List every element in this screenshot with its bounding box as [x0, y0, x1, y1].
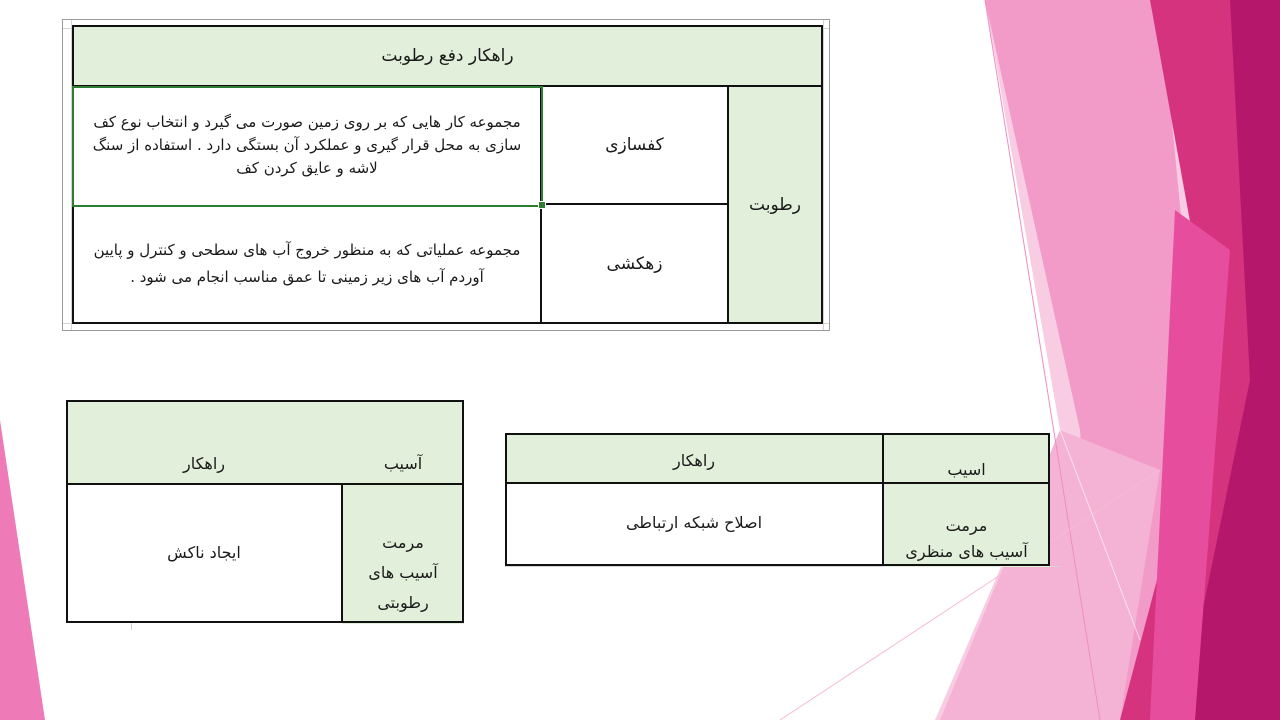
table1-title: راهکار دفع رطوبت	[381, 46, 514, 66]
table1-row2-label-cell	[541, 204, 728, 323]
table2-damage-line2: آسیب های رطوبتی	[368, 563, 438, 612]
table3-header-damage-cell	[883, 433, 1050, 483]
table2-solution: ایجاد ناکش	[167, 542, 241, 562]
table3-damage-line1: مرمت	[945, 516, 988, 535]
table2-solution-cell	[66, 484, 342, 624]
selection-fill-handle[interactable]	[538, 201, 546, 209]
table1-row1-label-cell	[541, 86, 728, 204]
table3-solution: اصلاح شبکه ارتباطی	[625, 513, 763, 532]
table1-row2-label: زهکشی	[606, 253, 663, 274]
table3-header-damage: اسیب	[947, 460, 986, 479]
moisture-damage-table	[66, 400, 464, 624]
table3-solution-cell	[505, 483, 883, 567]
table2-header-solution-cell	[66, 442, 342, 484]
table2-header-solution: راهکار	[182, 453, 226, 473]
table2-damage-cell	[342, 484, 464, 624]
table1-row1-label: کفسازی	[605, 135, 664, 155]
table2-damage-line1: مرمت	[382, 533, 424, 552]
moisture-solution-table	[62, 19, 830, 331]
left-pink-wedge	[0, 420, 45, 720]
table2-header-damage: آسیب	[383, 453, 423, 473]
landscape-damage-table	[505, 433, 1050, 567]
table1-category: رطوبت	[749, 194, 801, 215]
table2-header-damage-cell	[342, 442, 464, 484]
table1-row1-description: مجموعه کار هایی که بر روی زمین صورت می گیرد و انتخاب نوع کف سازی به محل قرار گیری و عملکرد آن بستگی دارد . استفاده از سنگ لاشه و عایق کردن کف	[92, 112, 522, 177]
table3-header-solution: راهکار	[672, 451, 716, 470]
table3-damage-cell	[883, 483, 1050, 567]
table3-damage-line2: آسیب های منظری	[905, 542, 1028, 561]
table1-title-cell	[73, 26, 822, 86]
table1-row2-description-cell	[73, 204, 541, 323]
table1-category-cell	[728, 86, 822, 323]
cell-selection-border	[72, 86, 543, 207]
table3-header-solution-cell	[505, 433, 883, 483]
table1-row2-description: مجموعه عملیاتی که به منظور خروج آب های سطحی و کنترل و پایین آوردم آب های زیر زمینی تا عمق مناسب انجام می شود .	[93, 240, 521, 286]
